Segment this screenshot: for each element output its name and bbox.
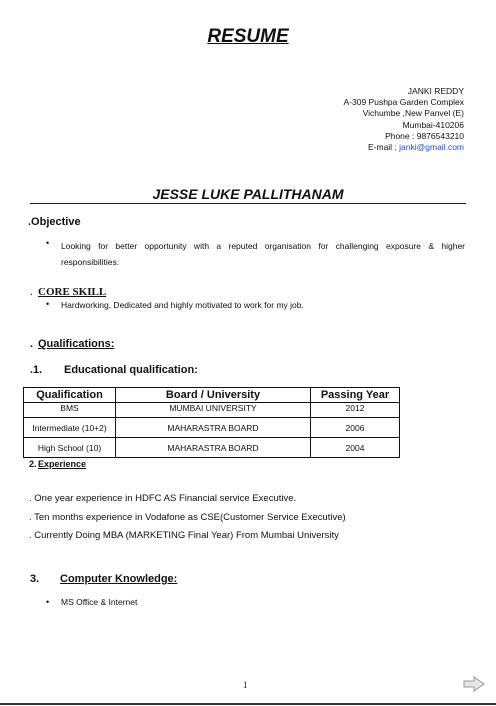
educational-number: .1. bbox=[30, 364, 43, 376]
page-number: 1 bbox=[243, 680, 248, 690]
table-header-row bbox=[24, 388, 400, 403]
objective-heading: .Objective bbox=[28, 216, 81, 228]
table-cell: Intermediate (10+2) bbox=[24, 418, 116, 438]
core-skill-text: Hardworking, Dedicated and highly motivated to work for my job. bbox=[61, 300, 304, 310]
candidate-name: JESSE LUKE PALLITHANAM bbox=[152, 186, 344, 202]
address-block bbox=[344, 86, 465, 153]
table-row bbox=[24, 403, 400, 418]
bullet-icon: • bbox=[46, 238, 50, 248]
core-skill-heading: CORE SKILL bbox=[38, 286, 107, 298]
table-cell: BMS bbox=[24, 403, 116, 418]
computer-item: MS Office & Internet bbox=[61, 597, 138, 607]
column-header: Qualification bbox=[24, 388, 116, 403]
table-row bbox=[24, 418, 400, 438]
qualifications-prefix: . bbox=[30, 338, 34, 350]
table-cell: 2006 bbox=[311, 418, 400, 438]
experience-number: 2. bbox=[29, 459, 37, 469]
bullet-icon: • bbox=[46, 597, 50, 607]
arrow-right-icon[interactable] bbox=[463, 676, 485, 697]
email-link[interactable]: janki@gmail.com bbox=[399, 142, 464, 153]
email-line bbox=[344, 142, 465, 153]
table-cell: High School (10) bbox=[24, 438, 116, 458]
address-city: Mumbai-410206 bbox=[402, 119, 464, 130]
address-line: A-309 Pushpa Garden Complex bbox=[343, 97, 464, 108]
table-cell: MUMBAI UNIVERSITY bbox=[116, 403, 311, 418]
objective-text: Looking for better opportunity with a reputed organisation for challenging exposure & higher responsibilities. bbox=[61, 241, 465, 267]
computer-heading: Computer Knowledge: bbox=[60, 573, 178, 585]
resume-title: RESUME bbox=[207, 26, 289, 47]
email-label: E-mail : bbox=[367, 142, 400, 153]
educational-heading: Educational qualification: bbox=[64, 364, 198, 376]
bullet-icon: • bbox=[46, 299, 50, 309]
page-bottom-border bbox=[0, 703, 496, 705]
table-row bbox=[24, 438, 400, 458]
table-cell: MAHARASTRA BOARD bbox=[116, 438, 311, 458]
phone-line: Phone : 9876543210 bbox=[385, 130, 464, 141]
core-skill-prefix: . bbox=[30, 286, 34, 298]
experience-item: . One year experience in HDFC AS Financial service Executive. bbox=[29, 493, 297, 504]
computer-number: 3. bbox=[30, 573, 40, 585]
experience-item: . Currently Doing MBA (MARKETING Final Year) From Mumbai University bbox=[29, 530, 339, 541]
qualifications-heading: Qualifications: bbox=[38, 338, 115, 350]
address-line: Vichumbe ,New Panvel (E) bbox=[362, 108, 464, 119]
column-header: Passing Year bbox=[311, 388, 400, 403]
experience-item: . Ten months experience in Vodafone as CSE(Customer Service Executive) bbox=[29, 512, 346, 523]
column-header: Board / University bbox=[116, 388, 311, 403]
name-divider bbox=[30, 203, 466, 204]
table-cell: 2012 bbox=[311, 403, 400, 418]
table-cell: MAHARASTRA BOARD bbox=[116, 418, 311, 438]
qualification-table bbox=[23, 387, 400, 458]
experience-heading: Experience bbox=[38, 459, 87, 469]
table-cell: 2004 bbox=[311, 438, 400, 458]
address-name: JANKI REDDY bbox=[407, 86, 464, 96]
